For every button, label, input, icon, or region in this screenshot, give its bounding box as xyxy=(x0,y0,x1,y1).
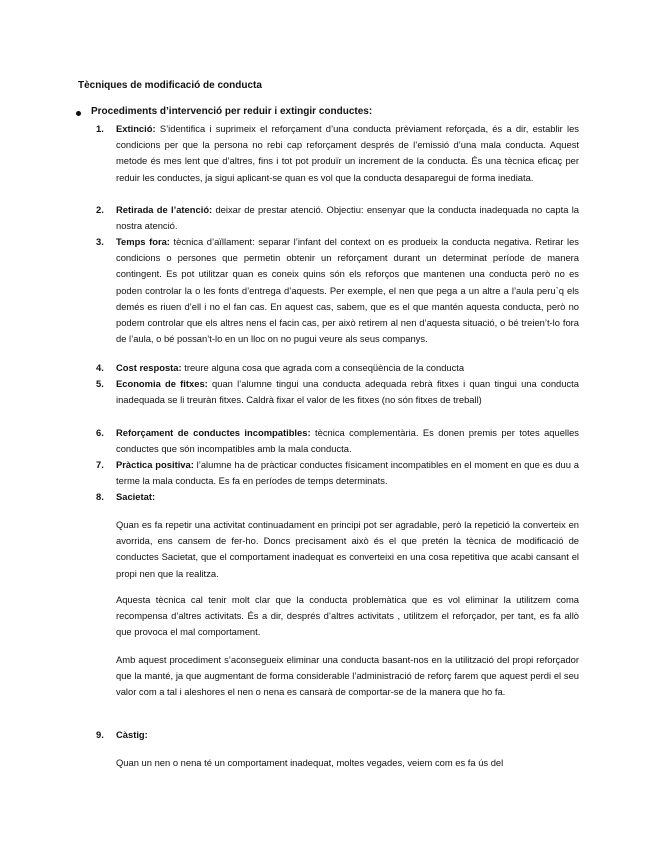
item-text: treure alguna cosa que agrada com a conseqüència de la conducta xyxy=(181,362,465,373)
list-item xyxy=(116,121,579,186)
list-item xyxy=(116,202,579,234)
item-term: Retirada de l’atenció: xyxy=(116,204,213,215)
paragraph: Quan un nen o nena té un comportament inadequat, moltes vegades, veiem com es fa ús del xyxy=(116,757,504,768)
paragraph: Quan es fa repetir una activitat continuadament en principi pot ser agradable, però la repetició la converteix en avorrida, ens cansem de fer-ho. Doncs precisament això és el que pretén la tècnica de modificació de conductes Sacietat, que el comportament inadequat es converteixi en una cosa repetitiva que acabi cansant el propi nen que la realitza. xyxy=(116,519,579,579)
item-term: Economia de fitxes: xyxy=(116,378,208,389)
paragraph: Aquesta tècnica cal tenir molt clar que la conducta problemàtica que es vol eliminar la utilitzem coma recompensa d’altres activitats. És a dir, després d’altres activitats , utilitzem el reforçador, per tant, es fa allò que provoca el mal comportament. xyxy=(116,594,579,638)
item-number: 2. xyxy=(96,204,104,215)
item-text: quan l’alumne tingui una conducta adequada rebrà fitxes i quan tingui una conducta inadequada se li treuràn fitxes. Caldrà fixar el valor de les fitxes (no són fitxes de treball) xyxy=(116,378,579,406)
list-item xyxy=(116,376,579,408)
bullet-icon xyxy=(76,111,81,116)
item-number: 5. xyxy=(96,378,104,389)
item-term: Pràctica positiva: xyxy=(116,459,194,470)
item-term: Reforçament de conductes incompatibles: xyxy=(116,427,311,438)
list-item xyxy=(116,425,579,457)
item-text: tècnica complementària. Es donen premis per totes aquelles conductes que són incompatibles amb la mala conducta. xyxy=(116,427,579,455)
paragraph: Amb aquest procediment s’aconsegueix eliminar una conducta basant-nos en la utilització del propi reforçador que la manté, ja que augmentant de forma considerable l’administració de reforç farem que aquest perdi el seu valor com a tal i aleshores el nen o nena es cansarà de comportar-se de la manera que ho fa. xyxy=(116,654,579,698)
document-title: Tècniques de modificació de conducta xyxy=(78,80,262,91)
list-item xyxy=(116,727,579,743)
list-item xyxy=(116,489,579,505)
item-text: deixar de prestar atenció. Objectiu: ensenyar que la conducta inadequada no capta la nostra atenció. xyxy=(116,204,579,232)
item-number: 6. xyxy=(96,427,104,438)
item-number: 1. xyxy=(96,123,104,134)
item-number: 3. xyxy=(96,236,104,247)
item-term: Temps fora: xyxy=(116,236,170,247)
item-term: Càstig: xyxy=(116,729,148,740)
item-term: Cost resposta: xyxy=(116,362,182,373)
item-number: 7. xyxy=(96,459,104,470)
item-text: tècnica d’aïllament: separar l’infant del context on es produeix la conducta negativa. Retirar les condicions o persones que permetin obtenir un reforçament durant un determinat període de manera contingent. Es pot utilitzar quan es coneix quins són els reforços que mantenen una conducta però no es poden controlar la o les fonts d’entrega d’aquests. Per exemple, el nen que pega a un altre a l’aula peru`q els demés es riuen d’ell i no el fan cas. En aquest cas, sabem, que es el que mantén aquesta conducta, però no podem controlar que els altres nens el facin cas, per això retirem al nen d’aquesta situació, o bé treien’t-lo fora de l’aula, o bé possan’t-lo en un lloc on no pugui veure als seus companys. xyxy=(116,236,579,345)
item-text: S’identifica i suprimeix el reforçament d’una conducta prèviament reforçada, és a dir, establir les condicions per que la persona no rebi cap reforçament després de l’emissió d’una mala conducta. Aquest metode és mes lent que d’altres, fins i tot pot produïr un increment de la conducta. És una tècnica eficaç per reduir les conductes, ja sigui aplicant-se quan es vol que la conducta desaparegui de forma inediata. xyxy=(116,123,579,183)
item-number: 8. xyxy=(96,491,104,502)
list-item xyxy=(116,360,579,376)
list-item xyxy=(116,234,579,347)
item-term: Sacietat: xyxy=(116,491,156,502)
item-number: 9. xyxy=(96,729,104,740)
item-term: Extinció: xyxy=(116,123,156,134)
item-text: l’alumne ha de pràcticar conductes físicament incompatibles en el moment en que es duu a terme la mala conducta. Es fa en períodes de temps determinats. xyxy=(116,459,579,487)
list-item xyxy=(116,457,579,489)
item-number: 4. xyxy=(96,362,104,373)
section-heading: Procediments d’intervenció per reduir i extingir conductes: xyxy=(91,106,373,117)
